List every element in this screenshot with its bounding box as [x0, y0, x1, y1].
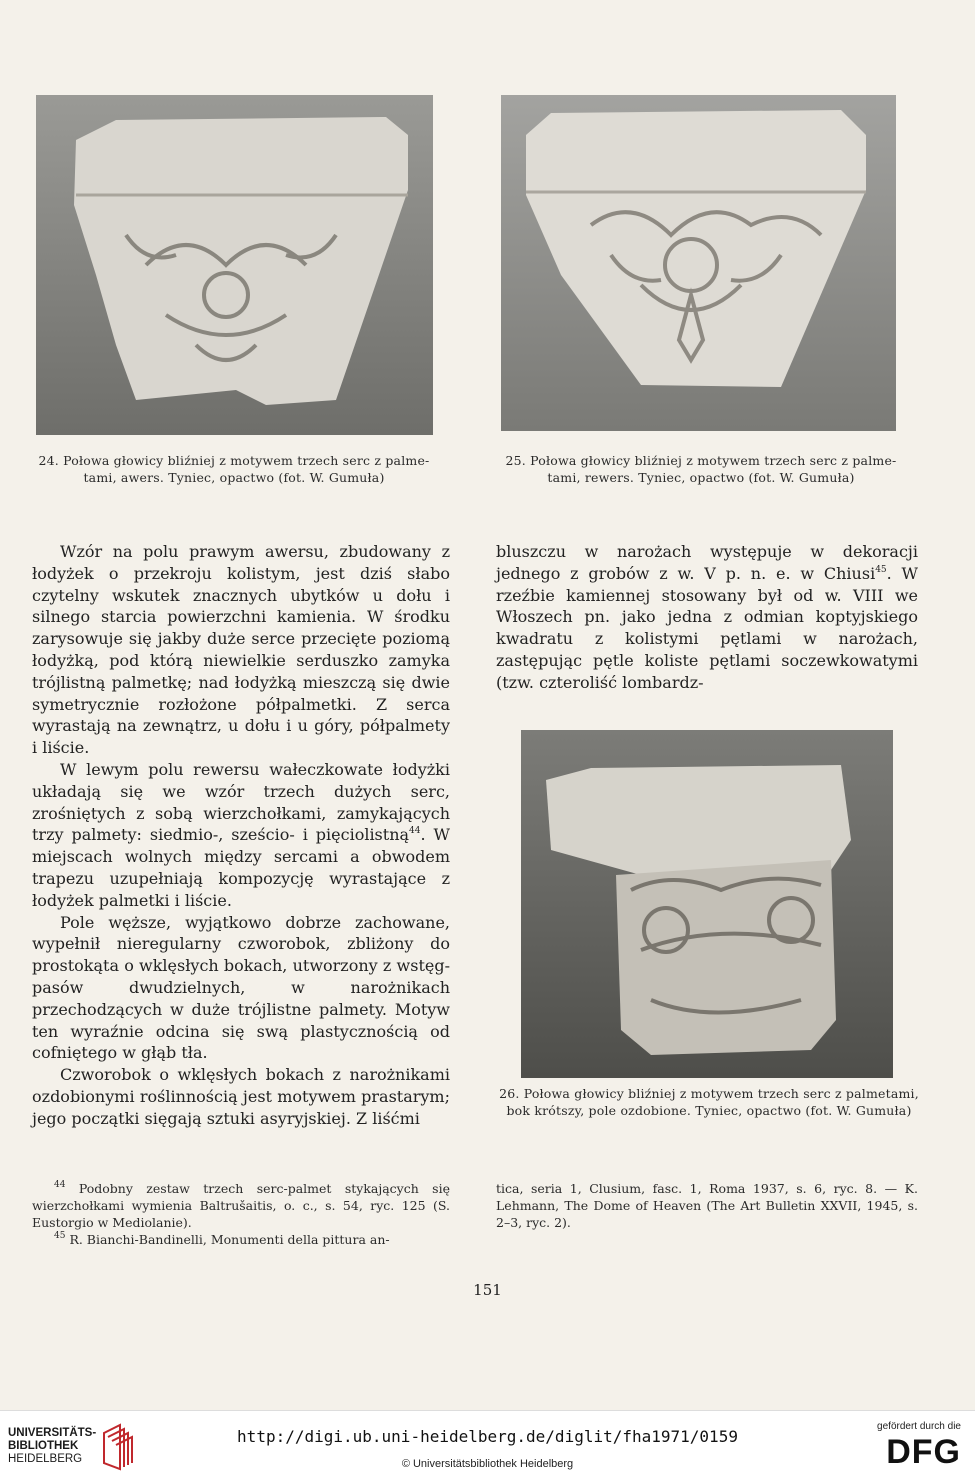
left-text-column: [32, 541, 450, 1130]
paragraph: W lewym polu rewersu wałeczkowate łodyżki układają się we wzór trzech dużych serc, zrośniętych z sobą wierzchołkami, zamykających trzy palmety: siedmio-, sześcio- i pięciolistną$^{44}$. W miejscach wolnych między sercami a obwodem trapezu uzupełniają kompozycję wyrastające z łodyżek palmetki i liście.: [32, 759, 450, 910]
viewer-footer: [0, 1410, 975, 1481]
footnote-44: $^{44}$ Podobny zestaw trzech serc-palmet stykających się wierzchołkami wymienia Baltrušaitis, o. c., s. 54, ryc. 125 (S. Eustorgio w Mediolanie).: [32, 1180, 450, 1230]
caption-line: 24. Połowa głowicy bliźniej z motywem trzech serc z palme-: [38, 453, 430, 468]
caption-figure-26: [490, 1085, 928, 1119]
footnote-number: 45: [54, 1231, 66, 1241]
caption-line: 25. Połowa głowicy bliźniej z motywem trzech serc z palme-: [505, 453, 897, 468]
caption-figure-25: [486, 452, 916, 486]
photo-figure-25: [501, 95, 896, 431]
photo-figure-26: [521, 730, 893, 1078]
page-number: 151: [473, 1281, 502, 1299]
footnote-45: $^{45}$ R. Bianchi-Bandinelli, Monumenti della pittura an-: [54, 1231, 390, 1247]
paragraph: Pole węższe, wyjątkowo dobrze zachowane, wypełnił nieregularny czworobok, zbliżony do prostokąta o wklęsłych bokach, utworzony z wstęg-pasów dwudzielnych, w narożnikach przechodzących w duże trójlistne palmety. Motyw ten wyraźnie odcina się swą plastycznością od cofniętego w głąb tła.: [32, 912, 450, 1063]
caption-line: tami, rewers. Tyniec, opactwo (fot. W. Gumuła): [547, 470, 855, 485]
paragraph: bluszczu w narożach występuje w dekoracji jednego z grobów z w. V p. n. e. w Chiusi$^{45}$. W rzeźbie kamiennej stosowany był od w. VIII we Włoszech pn. jako jedna z odmian koptyjskiego kwadratu z kolistymi pętlami w narożach, zastępując pętle koliste pętlami soczewkowatymi (tzw. czteroliść lombardz-: [496, 542, 918, 692]
paragraph: Wzór na polu prawym awersu, zbudowany z łodyżek o przekroju kolistym, jest dziś słabo czytelny wskutek znacznych ubytków u dołu i silnego starcia powierzchni kamienia. W środku zarysowuje się jakby duże serce przecięte poziomą łodyżką, pod którą niewielkie serduszko zamyka trójlistną palmetkę; nad łodyżką mieszczą się dwie symetrycznie rozłożone półpalmetki. Z serca wyrastają na zewnątrz, u dołu i u góry, półpalmety i liście.: [32, 542, 450, 758]
footnote-ref-44[interactable]: 44: [409, 826, 421, 837]
funding-label: gefördert durch die: [877, 1421, 961, 1432]
photo-figure-24: [36, 95, 433, 435]
footnotes-right: [496, 1180, 918, 1231]
right-text-column: [496, 541, 918, 694]
caption-line: tami, awers. Tyniec, opactwo (fot. W. Gumuła): [83, 470, 385, 485]
permalink-url[interactable]: http://digi.ub.uni-heidelberg.de/diglit/fha1971/0159: [237, 1427, 738, 1446]
caption-line: 26. Połowa głowicy bliźniej z motywem trzech serc z palmetami,: [499, 1086, 919, 1101]
footnote-ref-45[interactable]: 45: [875, 564, 887, 575]
footnotes-left: [32, 1180, 450, 1248]
dfg-logo[interactable]: DFG: [886, 1433, 961, 1471]
copyright-notice: © Universitätsbibliothek Heidelberg: [401, 1458, 574, 1470]
caption-line: bok krótszy, pole ozdobione. Tyniec, opactwo (fot. W. Gumuła): [506, 1103, 912, 1118]
paragraph: Czworobok o wklęsłych bokach z narożnikami ozdobionymi roślinnością jest motywem prastarym; jego początki sięgają sztuki asyryjskiej. Z liśćmi: [32, 1065, 450, 1128]
library-name[interactable]: UNIVERSITÄTS- BIBLIOTHEK HEIDELBERG: [8, 1427, 97, 1465]
footnote-number: 44: [54, 1180, 66, 1190]
caption-figure-24: [18, 452, 450, 486]
footnote-45-continuation: tica, seria 1, Clusium, fasc. 1, Roma 1937, s. 6, ryc. 8. — K. Lehmann, The Dome of Heaven (The Art Bulletin XXVII, 1945, s. 2–3, ryc. 2).: [496, 1181, 918, 1230]
